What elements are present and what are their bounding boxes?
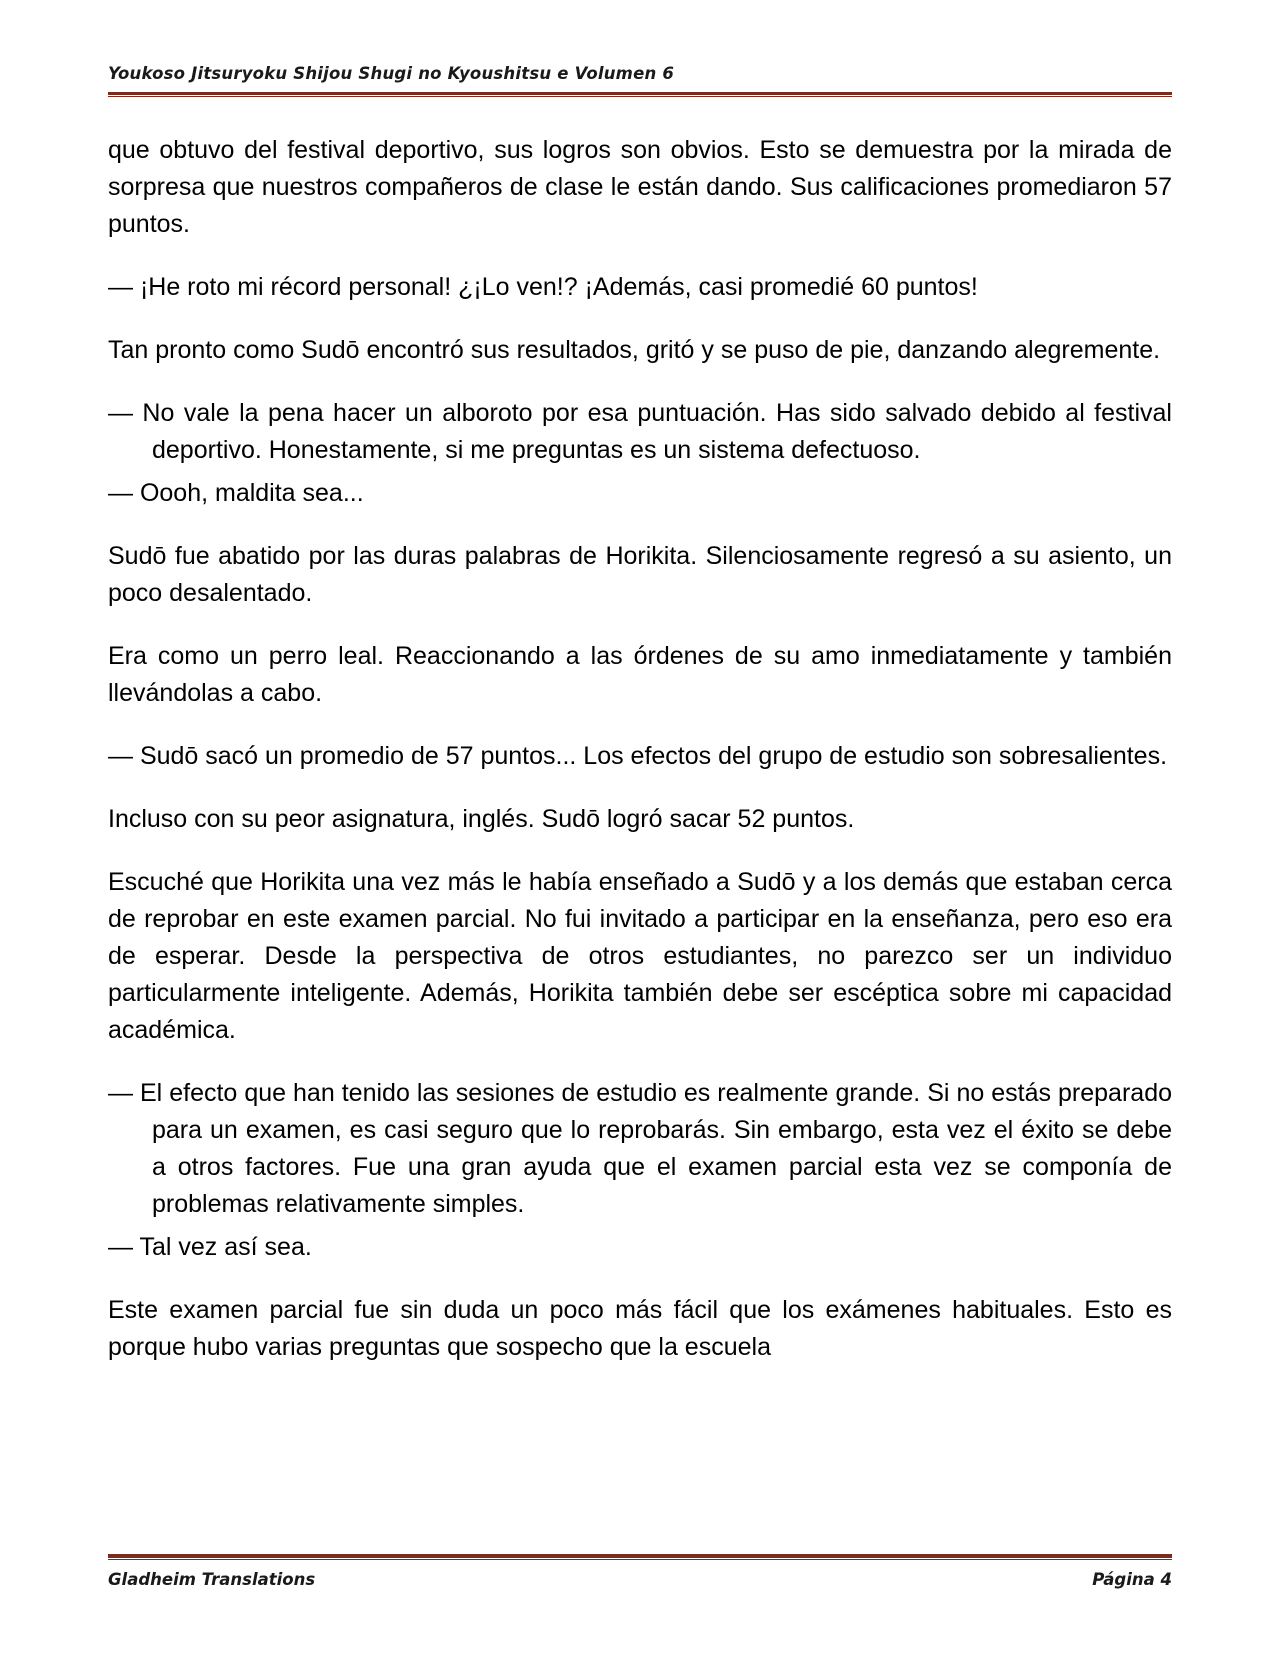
paragraph: Este examen parcial fue sin duda un poco más fácil que los exámenes habituales. Esto es porque hubo varias preguntas que sospecho que la escuela bbox=[108, 1296, 1172, 1361]
footer-divider-thin bbox=[108, 1559, 1172, 1560]
page-header bbox=[108, 64, 1172, 104]
page-content bbox=[108, 132, 1172, 1366]
dialog-line: — ¡He roto mi récord personal! ¿¡Lo ven!? ¡Además, casi promedié 60 puntos! bbox=[108, 273, 978, 301]
dialog-line: — No vale la pena hacer un alboroto por esa puntuación. Has sido salvado debido al festival deportivo. Honestamente, si me preguntas es un sistema defectuoso. bbox=[108, 399, 1172, 464]
header-divider bbox=[108, 92, 1172, 95]
paragraph: que obtuvo del festival deportivo, sus logros son obvios. Esto se demuestra por la mirada de sorpresa que nuestros compañeros de clase le están dando. Sus calificaciones promediaron 57 puntos. bbox=[108, 136, 1172, 238]
dialog-line: — Sudō sacó un promedio de 57 puntos... Los efectos del grupo de estudio son sobresalientes. bbox=[108, 742, 1168, 770]
dialog-line: — Oooh, maldita sea... bbox=[108, 479, 364, 507]
header-title: Youkoso Jitsuryoku Shijou Shugi no Kyoushitsu e Volumen 6 bbox=[108, 64, 675, 83]
paragraph: Sudō fue abatido por las duras palabras de Horikita. Silenciosamente regresó a su asiento, un poco desalentado. bbox=[108, 542, 1172, 607]
page-number: Página 4 bbox=[1092, 1570, 1172, 1589]
header-divider-thin bbox=[108, 96, 1172, 97]
paragraph: Tan pronto como Sudō encontró sus resultados, gritó y se puso de pie, danzando alegremente. bbox=[108, 336, 1161, 364]
dialog-line: — Tal vez así sea. bbox=[108, 1233, 312, 1261]
footer-translator: Gladheim Translations bbox=[108, 1570, 316, 1589]
page-footer bbox=[108, 1554, 1172, 1594]
paragraph: Escuché que Horikita una vez más le había enseñado a Sudō y a los demás que estaban cerca de reprobar en este examen parcial. No fui invitado a participar en la enseñanza, pero eso era de esperar. Desde la perspectiva de otros estudiantes, no parezco ser un individuo particularmente inteligente. Además, Horikita también debe ser escéptica sobre mi capacidad académica. bbox=[108, 868, 1172, 1044]
dialog-line: — El efecto que han tenido las sesiones de estudio es realmente grande. Si no estás preparado para un examen, es casi seguro que lo reprobarás. Sin embargo, esta vez el éxito se debe a otros factores. Fue una gran ayuda que el examen parcial esta vez se componía de problemas relativamente simples. bbox=[108, 1079, 1172, 1218]
paragraph: Incluso con su peor asignatura, inglés. Sudō logró sacar 52 puntos. bbox=[108, 805, 855, 833]
footer-divider bbox=[108, 1554, 1172, 1558]
paragraph: Era como un perro leal. Reaccionando a las órdenes de su amo inmediatamente y también llevándolas a cabo. bbox=[108, 642, 1172, 707]
